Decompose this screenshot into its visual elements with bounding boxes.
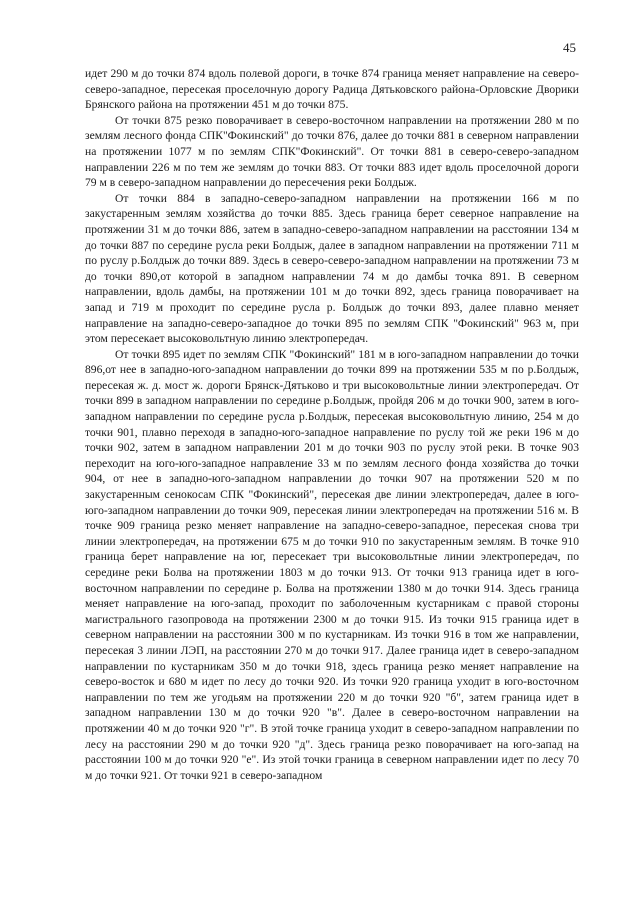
page-number: 45	[563, 40, 576, 55]
paragraph-2: От точки 875 резко поворачивает в северо-восточном направлении на протяжении 280 м по землям лесного фонда СПК"Фокинский" до точки 876, далее до точки 881 в северном направлении на протяжении 1077 м по землям СПК"Фокинский". От точки 881 в северо-северо-западном направлении 226 м по тем же землям до точки 883. От точки 883 идет вдоль проселочной дороги 79 м в северо-западном направлении до пересечения реки Болдыж.	[85, 113, 579, 190]
paragraph-4: От точки 895 идет по землям СПК "Фокинский" 181 м в юго-западном направлении до точки 896,от нее в западно-юго-западном направлении до точки 899 на протяжении 535 м по р.Болдыж, пересекая ж. д. мост ж. дороги Брянск-Дятьково и три высоковольтные линии электропередач. От точки 899 в западном направлении по середине р.Болдыж, пройдя 206 м до точки 900, затем в юго-западном направлении по середине русла р.Болдыж, пересекая высоковольтную линию, 254 м до точки 901, плавно переходя в западно-юго-западное направление по руслу той же реки 196 м до точки 902, затем в западном направлении 201 м до точки 903 по руслу этой реки. В точке 903 переходит на юго-юго-западное направление 33 м по землям лесного фонда хозяйства до точки 904, от нее в западно-юго-западном направлении до точки 907 на протяжении 520 м по закустаренным сенокосам СПК "Фокинский", пересекая две линии электропередач, далее в юго-юго-западном направлении до точки 909, пересекая линии электропередач на протяжении 516 м. В точке 909 граница резко меняет направление на западно-северо-западное, пересекая снова три линии электропередач, на протяжении 675 м до точки 910 по закустаренным землям. В точке 910 граница берет направление на юг, пересекает три высоковольтные линии электропередач, по середине реки Болва на протяжении 1803 м до точки 913. От точки 913 граница идет в юго-восточном направлении по середине р. Болва на протяжении 1380 м до точки 914. Здесь граница меняет направление на юго-запад, проходит по заболоченным кустарникам с правой стороны магистрального газопровода на протяжении 2300 м до точки 915. Из точки 915 граница идет в северном направлении на расстоянии 300 м по кустарникам. Из точки 916 в том же направлении, пересекая 3 линии ЛЭП, на расстоянии 270 м до точки 917. Далее граница идет в северо-западном направлении по кустарникам 350 м до точки 918, здесь граница резко меняет направление на северо-восток и 680 м идет по лесу до точки 920. Из точки 920 граница уходит в юго-восточном направлении по тем же угодьям на протяжении 220 м до точки 920 "б", затем граница идет в западном направлении 130 м до точки 920 "в". Далее в северо-восточном направлении на протяжении 40 м до точки 920 "г". В этой точке граница уходит в северо-западном направлении по лесу на расстоянии 290 м до точки 920 "д". Здесь граница резко поворачивает на юго-запад на расстоянии 100 м до точки 920 "е". Из этой точки граница в северном направлении идет по лесу 70 м до точки 921. От точки 921 в северо-западном	[85, 347, 579, 782]
body-text	[85, 66, 579, 783]
paragraph-3: От точки 884 в западно-северо-западном направлении на протяжении 166 м по закустаренным землям хозяйства до точки 885. Здесь граница берет северное направление на протяжении 31 м до точки 886, затем в западно-северо-западном направлении на расстоянии 134 м до точки 887 по середине русла реки Болдыж, далее в западном направлении на протяжении 711 м по руслу р.Болдыж до точки 889. Здесь в северо-северо-западном направлении на протяжении 73 м до точки 890,от которой в западном направлении 74 м до дамбы точка 891. В северном направлении, вдоль дамбы, на протяжении 101 м до точки 892, здесь граница поворачивает на запад и 719 м проходит по середине русла р. Болдыж до точки 893, далее плавно меняет направление на западно-северо-западное до точки 895 по землям СПК "Фокинский" 963 м, при этом пересекает высоковольтную линию электропередач.	[85, 191, 579, 346]
paragraph-1: идет 290 м до точки 874 вдоль полевой дороги, в точке 874 граница меняет направление на северо-северо-западное, пересекая проселочную дорогу Радица Дятьковского района-Орловские Дворики Брянского района на протяжении 451 м до точки 875.	[85, 67, 579, 112]
